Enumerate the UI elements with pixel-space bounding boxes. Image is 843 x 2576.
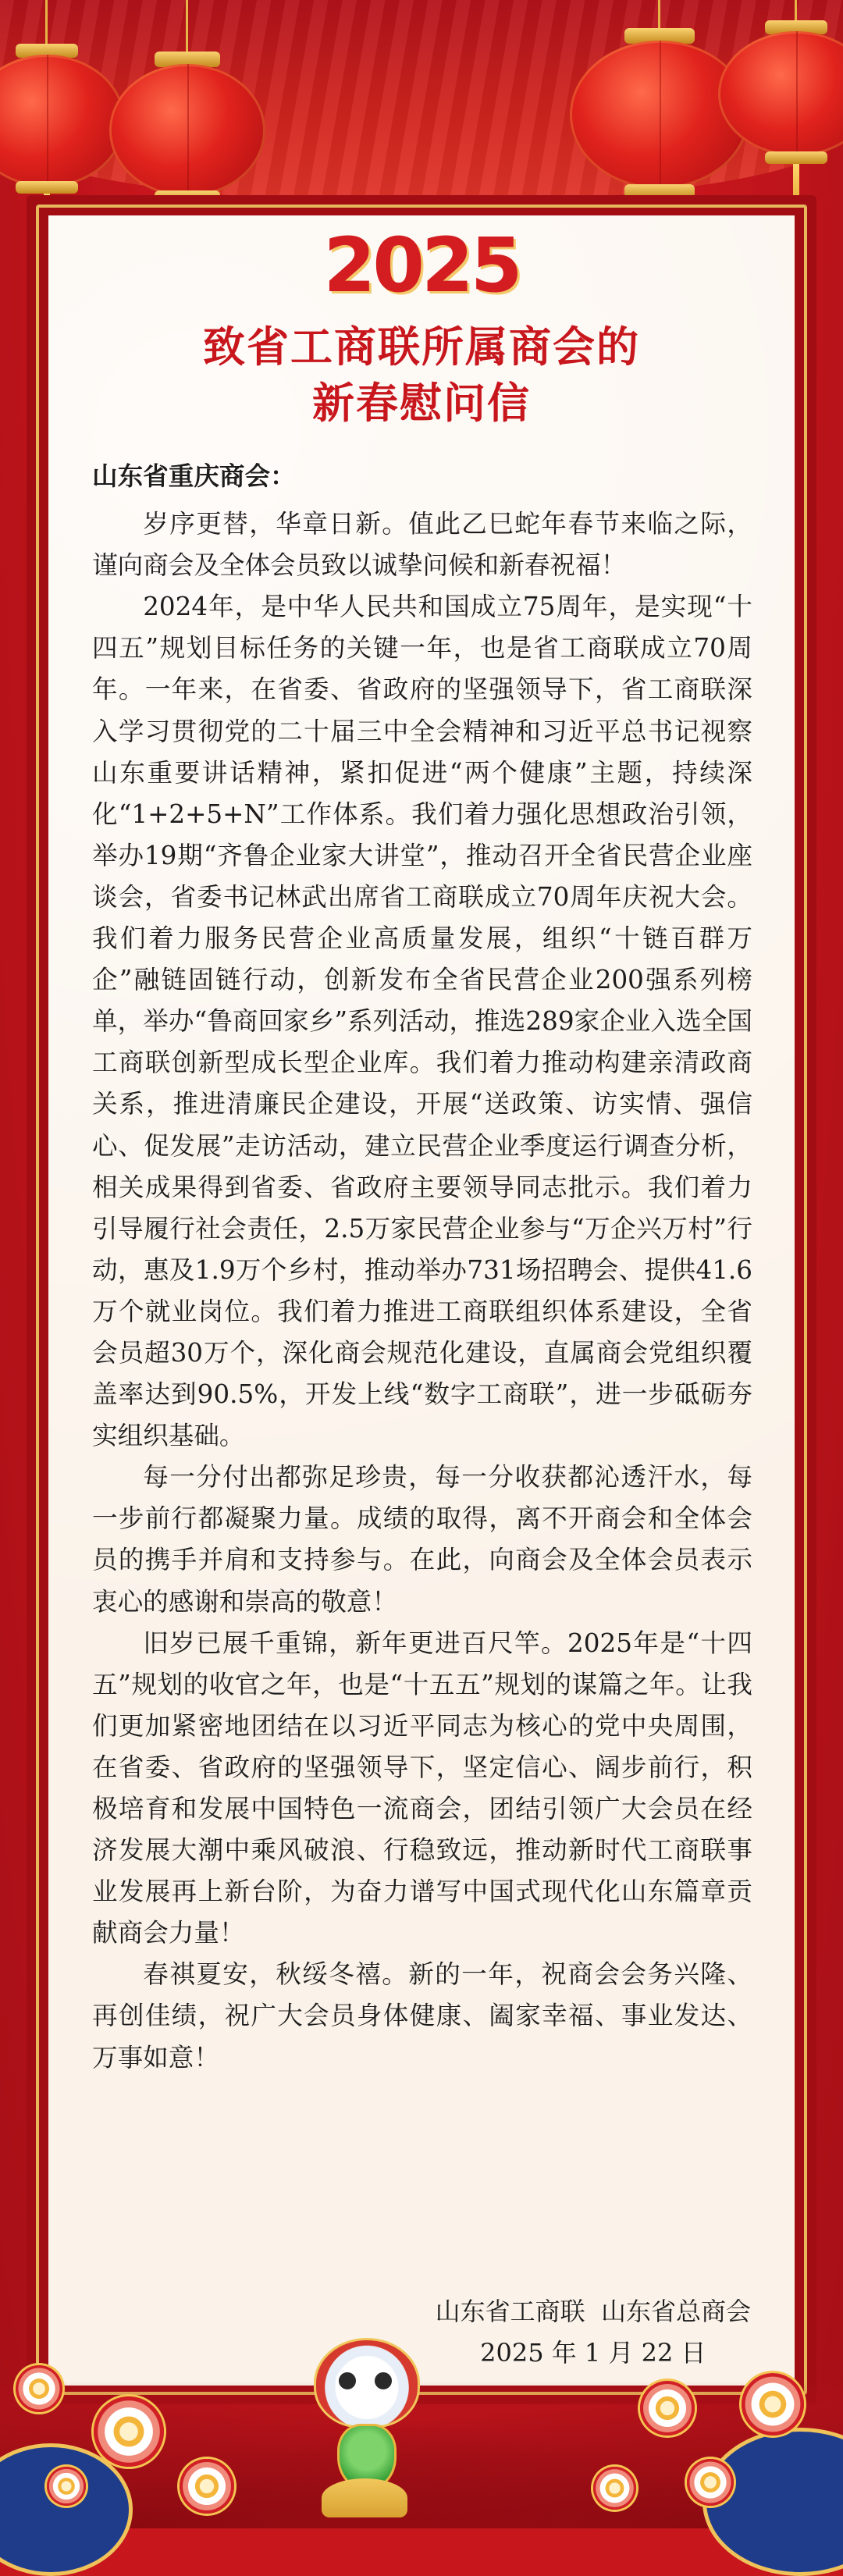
letter-body	[92, 456, 752, 2079]
flower-icon	[180, 2459, 234, 2514]
flower-icon	[687, 2459, 734, 2506]
salutation: 山东省重庆商会：	[92, 461, 296, 491]
paragraph: 春祺夏安，秋绥冬禧。新的一年，祝商会会务兴隆、再创佳绩，祝广大会员身体健康、阖家幸福、事业发达、万事如意！	[92, 1959, 752, 2073]
paragraph: 岁序更替，华章日新。值此乙巳蛇年春节来临之际，谨向商会及全体会员致以诚挚问候和新春祝福！	[92, 509, 752, 581]
flower-icon	[640, 2381, 695, 2435]
signature-orgs: 山东省工商联 山东省总商会	[435, 2297, 751, 2326]
paragraph: 每一分付出都弥足珍贵，每一分收获都沁透汗水，每一步前行都凝聚力量。成绩的取得，离不开商会和全体会员的携手并肩和支持参与。在此，向商会及全体会员表示衷心的感谢和崇高的敬意！	[92, 1462, 752, 1617]
flower-icon	[593, 2467, 636, 2510]
flower-icon	[94, 2396, 164, 2467]
paragraph: 2024年，是中华人民共和国成立75周年，是实现“十四五”规划目标任务的关键一年，也是省工商联成立70周年。一年来，在省委、省政府的坚强领导下，省工商联深入学习贯彻党的二十届三中全会精神和习近平总书记视察山东重要讲话精神，紧扣促进“两个健康”主题，持续深化“1+2+5+N”工作体系。我们着力强化思想政治引领，举办19期“齐鲁企业家大讲堂”，推动召开全省民营企业座谈会，省委书记林武出席省工商联成立70周年庆祝大会。我们着力服务民营企业高质量发展，组织“十链百群万企”融链固链行动，创新发布全省民营企业200强系列榜单，举办“鲁商回家乡”系列活动，推选289家企业入选全国工商联创新型成长型企业库。我们着力推动构建亲清政商关系，推进清廉民企建设，开展“送政策、访实情、强信心、促发展”走访活动，建立民营企业季度运行调查分析，相关成果得到省委、省政府主要领导同志批示。我们着力引导履行社会责任，2.5万家民营企业参与“万企兴万村”行动，惠及1.9万个乡村，推动举办731场招聘会、提供41.6万个就业岗位。我们着力推进工商联组织体系建设，全省会员超30万个，深化商会规范化建设，直属商会党组织覆盖率达到90.5%，开发上线“数字工商联”，进一步砥砺夯实组织基础。	[92, 592, 752, 1451]
signature-block	[436, 2291, 751, 2374]
letter-title-line2: 新春慰问信	[312, 378, 531, 428]
paragraph: 旧岁已展千重锦，新年更进百尺竿。2025年是“十四五”规划的收官之年，也是“十五五”规划的谋篇之年。让我们更加紧密地团结在以习近平同志为核心的党中央周围，在省委、省政府的坚强领导下，坚定信心、阔步前行，积极培育和发展中国特色一流商会，团结引领广大会员在经济发展大潮中乘风破浪、行稳致远，推动新时代工商联事业发展再上新台阶，为奋力谱写中国式现代化山东篇章贡献商会力量！	[92, 1628, 752, 1948]
flower-icon	[16, 2365, 62, 2412]
letter-title-line1: 致省工商联所属商会的	[203, 322, 640, 372]
year-heading: 2025	[323, 222, 520, 309]
flower-icon	[742, 2373, 804, 2435]
lion-dance-snake-mascot-icon	[306, 2338, 423, 2517]
flower-icon	[47, 2467, 86, 2506]
signature-date: 2025 年 1 月 22 日	[480, 2338, 706, 2368]
